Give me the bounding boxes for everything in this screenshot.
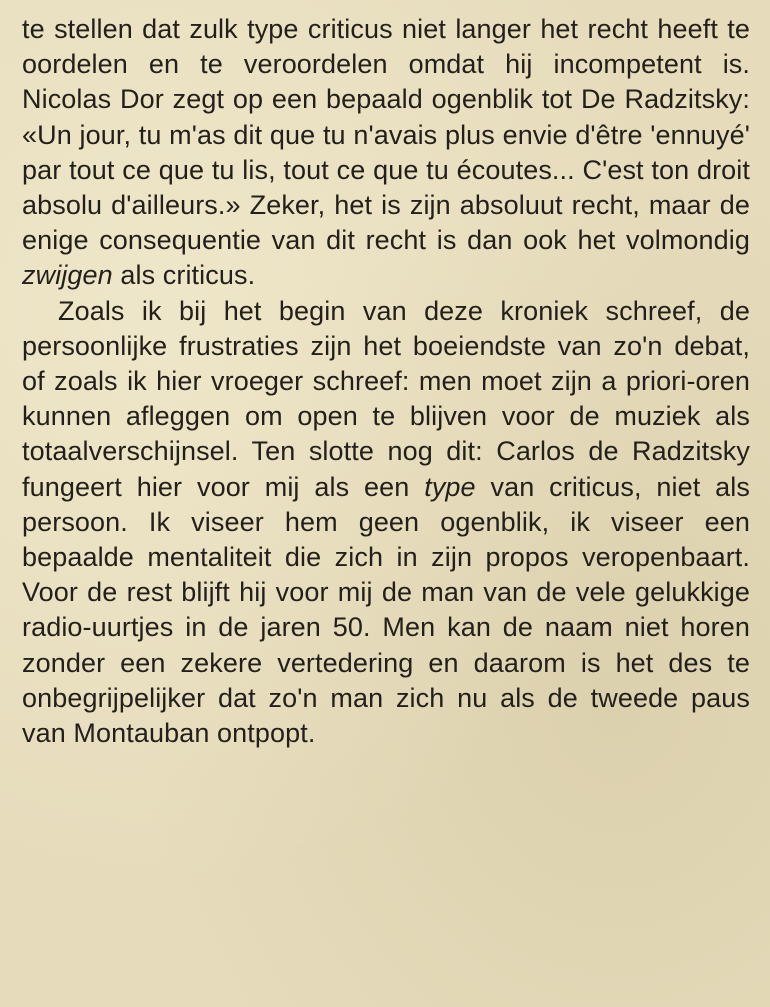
article-paragraph-2	[22, 294, 750, 752]
paragraph-2-text-a: Zoals ik bij het begin van deze kroniek schreef, de persoonlijke frustraties zijn het boeiendste van zo'n debat, of zoals ik hier vroeger schreef: men moet zijn a priori-oren kunnen afleggen om open te blijven voor de muziek als totaalverschijnsel. Ten slotte nog dit: Carlos de Radzitsky fungeert hier voor mij als een	[22, 295, 750, 502]
paragraph-2-italic-type: type	[424, 471, 476, 502]
paragraph-1-text-b: als criticus.	[112, 260, 256, 291]
article-paragraph-1	[22, 12, 750, 294]
article-column	[22, 12, 750, 751]
paragraph-1-italic-zwijgen: zwijgen	[22, 260, 113, 291]
paragraph-1-text-a: te stellen dat zulk type criticus niet langer het recht heeft te oordelen en te veroordelen omdat hij incompetent is. Nicolas Dor zegt op een bepaald ogenblik tot De Radzitsky: «Un jour, tu m'as dit que tu n'avais plus envie d'être 'ennuyé' par tout ce que tu lis, tout ce que tu écoutes... C'est ton droit absolu d'ailleurs.» Zeker, het is zijn absoluut recht, maar de enige consequentie van dit recht is dan ook het volmondig	[22, 14, 750, 256]
paragraph-2-text-b: van criticus, niet als persoon. Ik viseer hem geen ogenblik, ik viseer een bepaalde mentaliteit die zich in zijn propos veropenbaart. Voor de rest blijft hij voor mij de man van de vele gelukkige radio-uurtjes in de jaren 50. Men kan de naam niet horen zonder een zekere vertedering en daarom is het des te onbegrijpelijker dat zo'n man zich nu als de tweede paus van Montauban ontpopt.	[22, 471, 750, 749]
